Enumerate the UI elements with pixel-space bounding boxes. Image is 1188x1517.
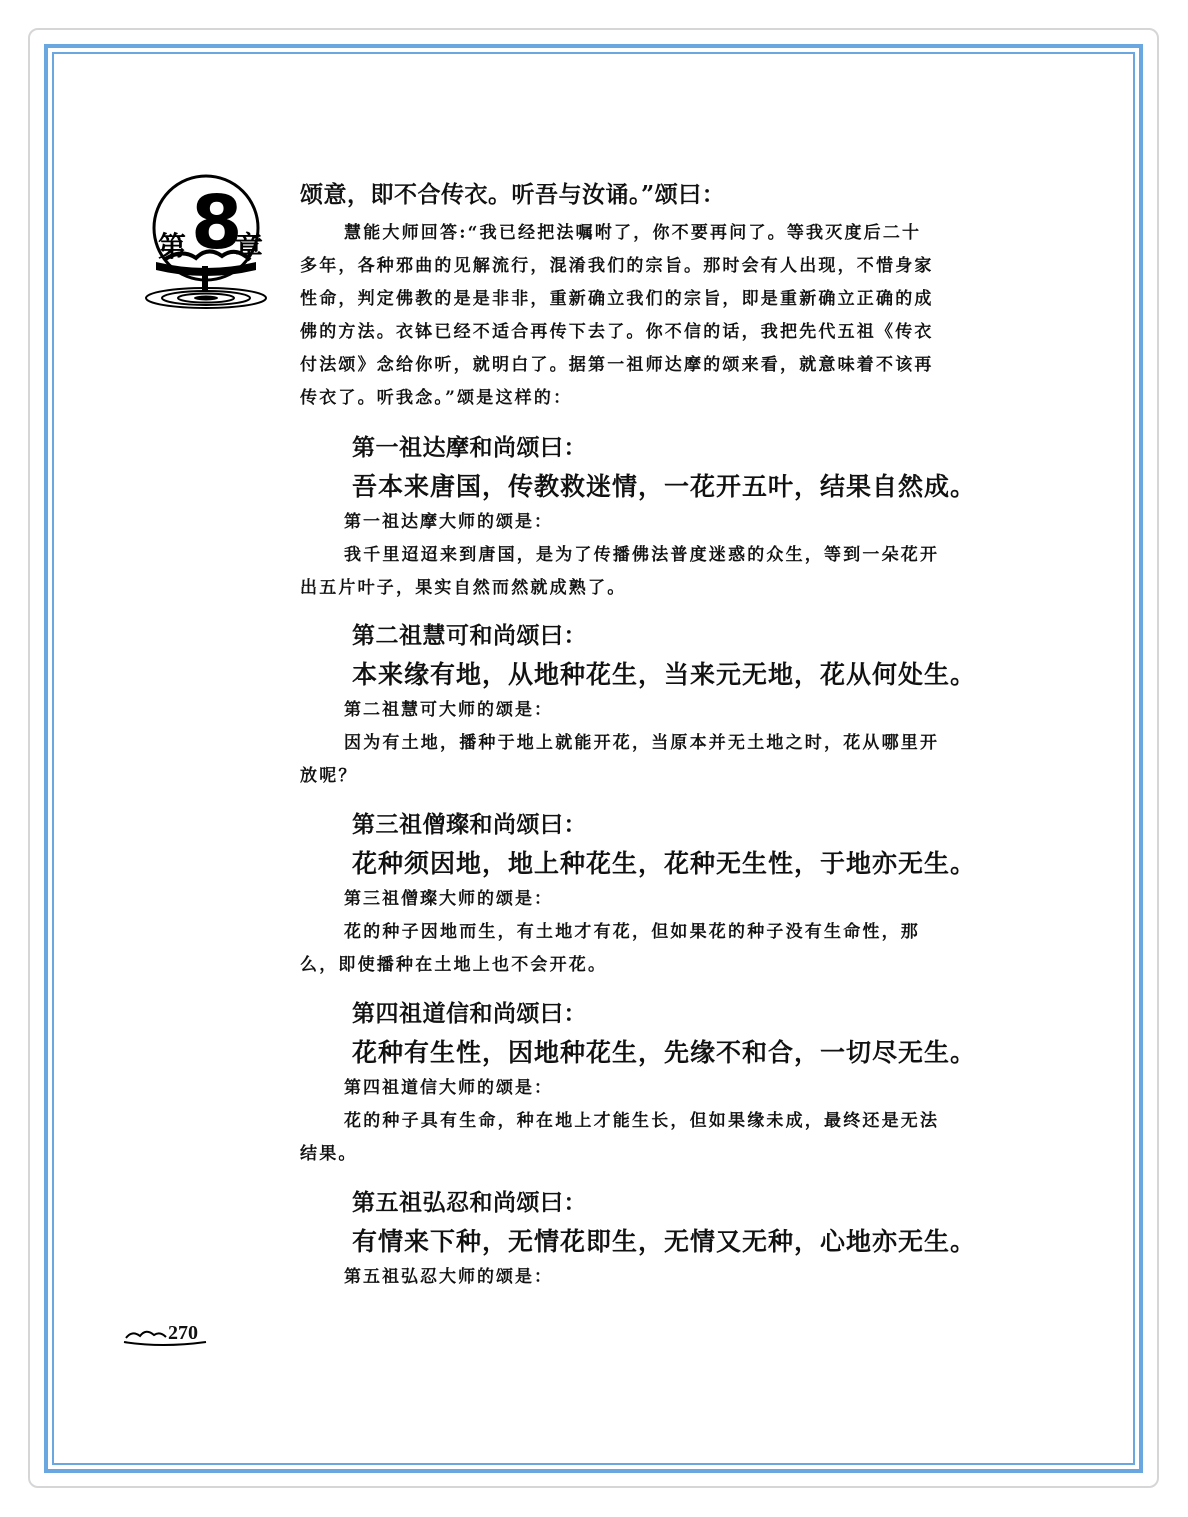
chapter-label-di: 第 <box>158 230 187 263</box>
paragraph-line: 结果。 <box>300 1144 358 1164</box>
cloud-ornament-icon <box>122 1322 212 1348</box>
verse-heading: 第四祖道信和尚颂曰： <box>352 1000 587 1027</box>
verse-translation-heading: 第四祖道信大师的颂是： <box>344 1078 553 1098</box>
paragraph-line: 我千里迢迢来到唐国，是为了传播佛法普度迷惑的众生，等到一朵花开 <box>344 545 940 565</box>
paragraph-line: 慧能大师回答:“我已经把法嘱咐了，你不要再问了。等我灭度后二十 <box>344 223 922 243</box>
paragraph-line: 么，即使播种在土地上也不会开花。 <box>300 955 608 975</box>
paragraph-line: 出五片叶子，果实自然而然就成熟了。 <box>300 578 627 598</box>
verse-translation-heading: 第三祖僧璨大师的颂是： <box>344 889 553 909</box>
chapter-badge <box>136 170 286 325</box>
verse-text: 花种有生性，因地种花生，先缘不和合，一切尽无生。 <box>352 1038 977 1067</box>
verse-translation-heading: 第一祖达摩大师的颂是： <box>344 512 553 532</box>
verse-heading: 第二祖慧可和尚颂曰： <box>352 622 587 649</box>
verse-heading: 第五祖弘忍和尚颂曰： <box>352 1189 587 1216</box>
verse-heading: 第一祖达摩和尚颂曰： <box>352 434 587 461</box>
paragraph-line: 付法颂》念给你听，就明白了。据第一祖师达摩的颂来看，就意味着不该再 <box>300 355 934 375</box>
paragraph-line: 性命，判定佛教的是是非非，重新确立我们的宗旨，即是重新确立正确的成 <box>300 289 934 309</box>
paragraph-line: 花的种子具有生命，种在地上才能生长，但如果缘未成，最终还是无法 <box>344 1111 940 1131</box>
page-number: 270 <box>168 1322 198 1344</box>
verse-translation-heading: 第五祖弘忍大师的颂是： <box>344 1267 553 1287</box>
paragraph-line: 因为有土地，播种于地上就能开花，当原本并无土地之时，花从哪里开 <box>344 733 940 753</box>
verse-heading: 第三祖僧璨和尚颂曰： <box>352 811 587 838</box>
chapter-number: 8 <box>191 180 243 266</box>
chapter-label-zhang: 章 <box>235 230 264 263</box>
page-number-block <box>122 1322 212 1348</box>
intro-verse-line: 颂意，即不合传衣。听吾与汝诵。”颂曰： <box>300 181 726 208</box>
verse-text: 花种须因地，地上种花生，花种无生性，于地亦无生。 <box>352 849 977 878</box>
paragraph-line: 花的种子因地而生，有土地才有花，但如果花的种子没有生命性，那 <box>344 922 920 942</box>
paragraph-line: 放呢？ <box>300 766 358 786</box>
paragraph-line: 传衣了。听我念。”颂是这样的： <box>300 388 573 408</box>
paragraph-line: 佛的方法。衣钵已经不适合再传下去了。你不信的话，我把先代五祖《传衣 <box>300 322 934 342</box>
verse-translation-heading: 第二祖慧可大师的颂是： <box>344 700 553 720</box>
verse-text: 有情来下种，无情花即生，无情又无种，心地亦无生。 <box>352 1227 977 1256</box>
verse-text: 本来缘有地，从地种花生，当来元无地，花从何处生。 <box>352 660 977 689</box>
paragraph-line: 多年，各种邪曲的见解流行，混淆我们的宗旨。那时会有人出现，不惜身家 <box>300 256 934 276</box>
verse-text: 吾本来唐国，传教救迷情，一花开五叶，结果自然成。 <box>352 472 977 501</box>
